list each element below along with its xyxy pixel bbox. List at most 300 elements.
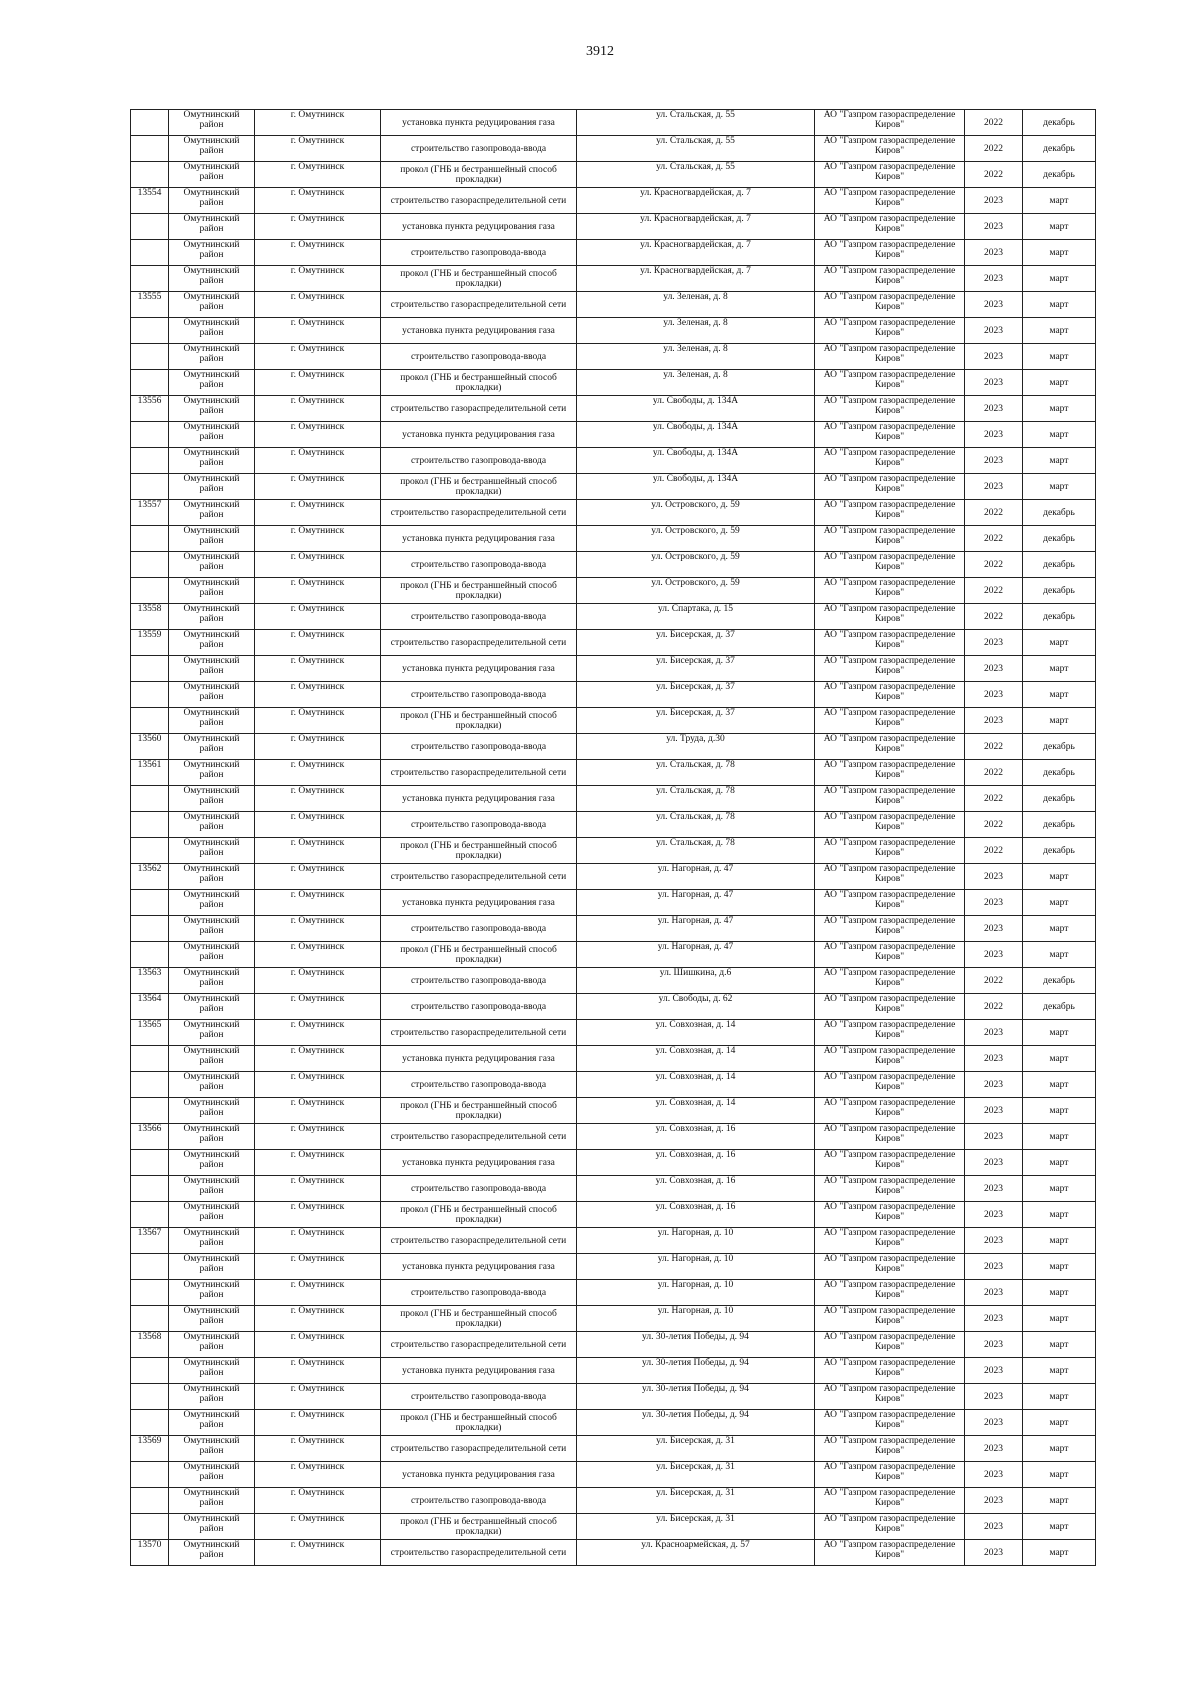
work-type-cell: прокол (ГНБ и бестраншейный способ прокладки) (381, 162, 577, 188)
organization-cell: АО "Газпром газораспределение Киров" (815, 968, 965, 994)
city-cell: г. Омутнинск (255, 1072, 381, 1098)
month-cell: март (1023, 1176, 1096, 1202)
city-cell: г. Омутнинск (255, 1462, 381, 1488)
table-row (131, 916, 1096, 942)
work-type-cell: установка пункта редуцирования газа (381, 318, 577, 344)
row-number: 13562 (131, 864, 169, 890)
city-cell: г. Омутнинск (255, 162, 381, 188)
year-cell: 2022 (965, 136, 1023, 162)
table-row (131, 682, 1096, 708)
district-cell: Омутнинский район (169, 266, 255, 292)
city-cell: г. Омутнинск (255, 1254, 381, 1280)
month-cell: март (1023, 1410, 1096, 1436)
city-cell: г. Омутнинск (255, 1150, 381, 1176)
work-type-cell: прокол (ГНБ и бестраншейный способ прокладки) (381, 578, 577, 604)
city-cell: г. Омутнинск (255, 1488, 381, 1514)
work-type-cell: прокол (ГНБ и бестраншейный способ прокладки) (381, 708, 577, 734)
organization-cell: АО "Газпром газораспределение Киров" (815, 448, 965, 474)
work-type-cell: прокол (ГНБ и бестраншейный способ прокладки) (381, 1514, 577, 1540)
year-cell: 2023 (965, 942, 1023, 968)
table-row (131, 188, 1096, 214)
address-cell: ул. Нагорная, д. 10 (577, 1228, 815, 1254)
city-cell: г. Омутнинск (255, 604, 381, 630)
address-cell: ул. Островского, д. 59 (577, 552, 815, 578)
city-cell: г. Омутнинск (255, 1540, 381, 1566)
row-number (131, 656, 169, 682)
month-cell: декабрь (1023, 500, 1096, 526)
table-row (131, 1150, 1096, 1176)
city-cell: г. Омутнинск (255, 1358, 381, 1384)
row-number (131, 110, 169, 136)
organization-cell: АО "Газпром газораспределение Киров" (815, 1540, 965, 1566)
row-number (131, 578, 169, 604)
month-cell: декабрь (1023, 812, 1096, 838)
address-cell: ул. Совхозная, д. 14 (577, 1046, 815, 1072)
year-cell: 2022 (965, 968, 1023, 994)
table-row (131, 578, 1096, 604)
address-cell: ул. Совхозная, д. 16 (577, 1150, 815, 1176)
work-type-cell: строительство газораспределительной сети (381, 1540, 577, 1566)
city-cell: г. Омутнинск (255, 1436, 381, 1462)
district-cell: Омутнинский район (169, 1098, 255, 1124)
organization-cell: АО "Газпром газораспределение Киров" (815, 942, 965, 968)
year-cell: 2022 (965, 760, 1023, 786)
organization-cell: АО "Газпром газораспределение Киров" (815, 1514, 965, 1540)
organization-cell: АО "Газпром газораспределение Киров" (815, 1098, 965, 1124)
city-cell: г. Омутнинск (255, 318, 381, 344)
work-type-cell: строительство газораспределительной сети (381, 864, 577, 890)
organization-cell: АО "Газпром газораспределение Киров" (815, 1020, 965, 1046)
city-cell: г. Омутнинск (255, 578, 381, 604)
gasification-schedule-table (130, 109, 1096, 1566)
table-row (131, 708, 1096, 734)
row-number (131, 1488, 169, 1514)
month-cell: март (1023, 344, 1096, 370)
work-type-cell: установка пункта редуцирования газа (381, 890, 577, 916)
address-cell: ул. Островского, д. 59 (577, 578, 815, 604)
year-cell: 2023 (965, 1150, 1023, 1176)
address-cell: ул. Нагорная, д. 10 (577, 1254, 815, 1280)
city-cell: г. Омутнинск (255, 370, 381, 396)
district-cell: Омутнинский район (169, 708, 255, 734)
row-number: 13556 (131, 396, 169, 422)
district-cell: Омутнинский район (169, 1462, 255, 1488)
organization-cell: АО "Газпром газораспределение Киров" (815, 292, 965, 318)
district-cell: Омутнинский район (169, 1254, 255, 1280)
organization-cell: АО "Газпром газораспределение Киров" (815, 994, 965, 1020)
month-cell: декабрь (1023, 994, 1096, 1020)
organization-cell: АО "Газпром газораспределение Киров" (815, 214, 965, 240)
organization-cell: АО "Газпром газораспределение Киров" (815, 682, 965, 708)
table-row (131, 604, 1096, 630)
year-cell: 2023 (965, 1332, 1023, 1358)
row-number: 13554 (131, 188, 169, 214)
city-cell: г. Омутнинск (255, 838, 381, 864)
row-number (131, 1072, 169, 1098)
district-cell: Омутнинский район (169, 1124, 255, 1150)
month-cell: март (1023, 240, 1096, 266)
work-type-cell: строительство газораспределительной сети (381, 1332, 577, 1358)
year-cell: 2023 (965, 448, 1023, 474)
work-type-cell: строительство газопровода-ввода (381, 344, 577, 370)
address-cell: ул. Свободы, д. 62 (577, 994, 815, 1020)
row-number (131, 162, 169, 188)
table-row (131, 1306, 1096, 1332)
year-cell: 2023 (965, 422, 1023, 448)
city-cell: г. Омутнинск (255, 1124, 381, 1150)
row-number (131, 136, 169, 162)
organization-cell: АО "Газпром газораспределение Киров" (815, 396, 965, 422)
organization-cell: АО "Газпром газораспределение Киров" (815, 708, 965, 734)
address-cell: ул. Нагорная, д. 47 (577, 864, 815, 890)
month-cell: декабрь (1023, 786, 1096, 812)
district-cell: Омутнинский район (169, 1540, 255, 1566)
city-cell: г. Омутнинск (255, 1046, 381, 1072)
district-cell: Омутнинский район (169, 162, 255, 188)
row-number (131, 214, 169, 240)
district-cell: Омутнинский район (169, 188, 255, 214)
year-cell: 2023 (965, 890, 1023, 916)
row-number (131, 1202, 169, 1228)
organization-cell: АО "Газпром газораспределение Киров" (815, 786, 965, 812)
table-row (131, 162, 1096, 188)
address-cell: ул. Бисерская, д. 31 (577, 1488, 815, 1514)
address-cell: ул. Свободы, д. 134А (577, 448, 815, 474)
year-cell: 2023 (965, 1488, 1023, 1514)
year-cell: 2023 (965, 266, 1023, 292)
work-type-cell: строительство газопровода-ввода (381, 552, 577, 578)
month-cell: декабрь (1023, 552, 1096, 578)
address-cell: ул. Нагорная, д. 10 (577, 1280, 815, 1306)
work-type-cell: строительство газопровода-ввода (381, 1384, 577, 1410)
work-type-cell: прокол (ГНБ и бестраншейный способ прокладки) (381, 838, 577, 864)
table-row (131, 1046, 1096, 1072)
district-cell: Омутнинский район (169, 1020, 255, 1046)
city-cell: г. Омутнинск (255, 1384, 381, 1410)
city-cell: г. Омутнинск (255, 396, 381, 422)
row-number (131, 344, 169, 370)
city-cell: г. Омутнинск (255, 1332, 381, 1358)
city-cell: г. Омутнинск (255, 136, 381, 162)
work-type-cell: прокол (ГНБ и бестраншейный способ прокладки) (381, 1098, 577, 1124)
district-cell: Омутнинский район (169, 786, 255, 812)
table-row (131, 1176, 1096, 1202)
organization-cell: АО "Газпром газораспределение Киров" (815, 422, 965, 448)
year-cell: 2023 (965, 1228, 1023, 1254)
year-cell: 2023 (965, 240, 1023, 266)
city-cell: г. Омутнинск (255, 448, 381, 474)
work-type-cell: строительство газопровода-ввода (381, 812, 577, 838)
row-number: 13568 (131, 1332, 169, 1358)
address-cell: ул. Бисерская, д. 31 (577, 1436, 815, 1462)
row-number (131, 786, 169, 812)
year-cell: 2023 (965, 656, 1023, 682)
month-cell: март (1023, 1150, 1096, 1176)
district-cell: Омутнинский район (169, 968, 255, 994)
city-cell: г. Омутнинск (255, 864, 381, 890)
district-cell: Омутнинский район (169, 448, 255, 474)
work-type-cell: строительство газораспределительной сети (381, 396, 577, 422)
row-number (131, 448, 169, 474)
organization-cell: АО "Газпром газораспределение Киров" (815, 760, 965, 786)
row-number (131, 708, 169, 734)
month-cell: март (1023, 474, 1096, 500)
table-row (131, 838, 1096, 864)
city-cell: г. Омутнинск (255, 1202, 381, 1228)
table-row (131, 1462, 1096, 1488)
address-cell: ул. 30-летия Победы, д. 94 (577, 1358, 815, 1384)
address-cell: ул. Нагорная, д. 47 (577, 890, 815, 916)
month-cell: март (1023, 1098, 1096, 1124)
month-cell: март (1023, 630, 1096, 656)
work-type-cell: прокол (ГНБ и бестраншейный способ прокладки) (381, 1410, 577, 1436)
month-cell: март (1023, 1462, 1096, 1488)
address-cell: ул. Нагорная, д. 10 (577, 1306, 815, 1332)
work-type-cell: прокол (ГНБ и бестраншейный способ прокладки) (381, 1202, 577, 1228)
year-cell: 2022 (965, 812, 1023, 838)
year-cell: 2023 (965, 188, 1023, 214)
city-cell: г. Омутнинск (255, 422, 381, 448)
organization-cell: АО "Газпром газораспределение Киров" (815, 1254, 965, 1280)
month-cell: март (1023, 1046, 1096, 1072)
work-type-cell: строительство газопровода-ввода (381, 604, 577, 630)
row-number (131, 1280, 169, 1306)
organization-cell: АО "Газпром газораспределение Киров" (815, 1176, 965, 1202)
address-cell: ул. Зеленая, д. 8 (577, 318, 815, 344)
organization-cell: АО "Газпром газораспределение Киров" (815, 1358, 965, 1384)
row-number (131, 682, 169, 708)
year-cell: 2023 (965, 214, 1023, 240)
table-row (131, 1384, 1096, 1410)
work-type-cell: строительство газораспределительной сети (381, 500, 577, 526)
table-row (131, 396, 1096, 422)
organization-cell: АО "Газпром газораспределение Киров" (815, 656, 965, 682)
year-cell: 2023 (965, 1020, 1023, 1046)
district-cell: Омутнинский район (169, 1436, 255, 1462)
address-cell: ул. Бисерская, д. 31 (577, 1514, 815, 1540)
month-cell: март (1023, 1280, 1096, 1306)
address-cell: ул. Зеленая, д. 8 (577, 292, 815, 318)
table-row (131, 1098, 1096, 1124)
year-cell: 2022 (965, 552, 1023, 578)
month-cell: март (1023, 318, 1096, 344)
district-cell: Омутнинский район (169, 1410, 255, 1436)
month-cell: март (1023, 682, 1096, 708)
organization-cell: АО "Газпром газораспределение Киров" (815, 1436, 965, 1462)
address-cell: ул. Красногвардейская, д. 7 (577, 240, 815, 266)
city-cell: г. Омутнинск (255, 942, 381, 968)
table-row (131, 110, 1096, 136)
table-row (131, 370, 1096, 396)
year-cell: 2023 (965, 292, 1023, 318)
month-cell: март (1023, 1072, 1096, 1098)
work-type-cell: установка пункта редуцирования газа (381, 1254, 577, 1280)
month-cell: декабрь (1023, 578, 1096, 604)
row-number: 13558 (131, 604, 169, 630)
work-type-cell: строительство газораспределительной сети (381, 1124, 577, 1150)
work-type-cell: строительство газораспределительной сети (381, 1436, 577, 1462)
address-cell: ул. Нагорная, д. 47 (577, 942, 815, 968)
address-cell: ул. Свободы, д. 134А (577, 474, 815, 500)
table-row (131, 474, 1096, 500)
city-cell: г. Омутнинск (255, 734, 381, 760)
year-cell: 2023 (965, 474, 1023, 500)
district-cell: Омутнинский район (169, 292, 255, 318)
year-cell: 2023 (965, 1098, 1023, 1124)
address-cell: ул. Красногвардейская, д. 7 (577, 188, 815, 214)
year-cell: 2023 (965, 1462, 1023, 1488)
year-cell: 2022 (965, 162, 1023, 188)
district-cell: Омутнинский район (169, 370, 255, 396)
row-number: 13565 (131, 1020, 169, 1046)
district-cell: Омутнинский район (169, 1072, 255, 1098)
month-cell: декабрь (1023, 734, 1096, 760)
table-row (131, 656, 1096, 682)
address-cell: ул. Совхозная, д. 16 (577, 1202, 815, 1228)
organization-cell: АО "Газпром газораспределение Киров" (815, 1384, 965, 1410)
work-type-cell: строительство газопровода-ввода (381, 448, 577, 474)
row-number (131, 890, 169, 916)
month-cell: март (1023, 1514, 1096, 1540)
organization-cell: АО "Газпром газораспределение Киров" (815, 110, 965, 136)
organization-cell: АО "Газпром газораспределение Киров" (815, 1150, 965, 1176)
address-cell: ул. Бисерская, д. 37 (577, 708, 815, 734)
city-cell: г. Омутнинск (255, 656, 381, 682)
district-cell: Омутнинский район (169, 1280, 255, 1306)
month-cell: март (1023, 656, 1096, 682)
city-cell: г. Омутнинск (255, 1020, 381, 1046)
row-number (131, 266, 169, 292)
table-row (131, 318, 1096, 344)
table-row (131, 526, 1096, 552)
district-cell: Омутнинский район (169, 1306, 255, 1332)
row-number (131, 1410, 169, 1436)
address-cell: ул. Спартака, д. 15 (577, 604, 815, 630)
district-cell: Омутнинский район (169, 136, 255, 162)
organization-cell: АО "Газпром газораспределение Киров" (815, 890, 965, 916)
work-type-cell: строительство газопровода-ввода (381, 1176, 577, 1202)
year-cell: 2022 (965, 786, 1023, 812)
district-cell: Омутнинский район (169, 318, 255, 344)
row-number (131, 838, 169, 864)
district-cell: Омутнинский район (169, 526, 255, 552)
address-cell: ул. Бисерская, д. 37 (577, 682, 815, 708)
year-cell: 2023 (965, 1358, 1023, 1384)
work-type-cell: строительство газопровода-ввода (381, 1280, 577, 1306)
table-row (131, 500, 1096, 526)
month-cell: декабрь (1023, 162, 1096, 188)
city-cell: г. Омутнинск (255, 708, 381, 734)
year-cell: 2023 (965, 1384, 1023, 1410)
district-cell: Омутнинский район (169, 1384, 255, 1410)
table-row (131, 1358, 1096, 1384)
address-cell: ул. Красногвардейская, д. 7 (577, 266, 815, 292)
work-type-cell: строительство газораспределительной сети (381, 292, 577, 318)
address-cell: ул. Зеленая, д. 8 (577, 370, 815, 396)
district-cell: Омутнинский район (169, 344, 255, 370)
address-cell: ул. Нагорная, д. 47 (577, 916, 815, 942)
year-cell: 2023 (965, 1436, 1023, 1462)
table-row (131, 1202, 1096, 1228)
organization-cell: АО "Газпром газораспределение Киров" (815, 1228, 965, 1254)
organization-cell: АО "Газпром газораспределение Киров" (815, 604, 965, 630)
district-cell: Омутнинский район (169, 1228, 255, 1254)
organization-cell: АО "Газпром газораспределение Киров" (815, 500, 965, 526)
table-row (131, 1280, 1096, 1306)
work-type-cell: строительство газопровода-ввода (381, 136, 577, 162)
table-row (131, 1488, 1096, 1514)
month-cell: март (1023, 214, 1096, 240)
organization-cell: АО "Газпром газораспределение Киров" (815, 240, 965, 266)
month-cell: март (1023, 370, 1096, 396)
city-cell: г. Омутнинск (255, 1306, 381, 1332)
month-cell: декабрь (1023, 604, 1096, 630)
work-type-cell: установка пункта редуцирования газа (381, 1462, 577, 1488)
district-cell: Омутнинский район (169, 838, 255, 864)
organization-cell: АО "Газпром газораспределение Киров" (815, 1124, 965, 1150)
city-cell: г. Омутнинск (255, 552, 381, 578)
city-cell: г. Омутнинск (255, 812, 381, 838)
address-cell: ул. Свободы, д. 134А (577, 396, 815, 422)
row-number: 13563 (131, 968, 169, 994)
work-type-cell: строительство газопровода-ввода (381, 1072, 577, 1098)
city-cell: г. Омутнинск (255, 890, 381, 916)
district-cell: Омутнинский район (169, 656, 255, 682)
work-type-cell: прокол (ГНБ и бестраншейный способ прокладки) (381, 942, 577, 968)
work-type-cell: строительство газопровода-ввода (381, 682, 577, 708)
organization-cell: АО "Газпром газораспределение Киров" (815, 1046, 965, 1072)
month-cell: март (1023, 1306, 1096, 1332)
row-number: 13564 (131, 994, 169, 1020)
table-row (131, 1514, 1096, 1540)
organization-cell: АО "Газпром газораспределение Киров" (815, 136, 965, 162)
district-cell: Омутнинский район (169, 422, 255, 448)
city-cell: г. Омутнинск (255, 292, 381, 318)
table-row (131, 214, 1096, 240)
work-type-cell: строительство газопровода-ввода (381, 968, 577, 994)
row-number: 13567 (131, 1228, 169, 1254)
organization-cell: АО "Газпром газораспределение Киров" (815, 474, 965, 500)
month-cell: декабрь (1023, 136, 1096, 162)
table-row (131, 448, 1096, 474)
organization-cell: АО "Газпром газораспределение Киров" (815, 630, 965, 656)
district-cell: Омутнинский район (169, 1176, 255, 1202)
work-type-cell: строительство газораспределительной сети (381, 1228, 577, 1254)
year-cell: 2023 (965, 1046, 1023, 1072)
organization-cell: АО "Газпром газораспределение Киров" (815, 1280, 965, 1306)
city-cell: г. Омутнинск (255, 786, 381, 812)
month-cell: март (1023, 1540, 1096, 1566)
table-row (131, 630, 1096, 656)
month-cell: декабрь (1023, 526, 1096, 552)
row-number: 13557 (131, 500, 169, 526)
city-cell: г. Омутнинск (255, 500, 381, 526)
address-cell: ул. Совхозная, д. 14 (577, 1072, 815, 1098)
address-cell: ул. Совхозная, д. 14 (577, 1098, 815, 1124)
row-number (131, 240, 169, 266)
table-row (131, 942, 1096, 968)
address-cell: ул. Красногвардейская, д. 7 (577, 214, 815, 240)
district-cell: Омутнинский район (169, 760, 255, 786)
row-number (131, 1150, 169, 1176)
district-cell: Омутнинский район (169, 500, 255, 526)
address-cell: ул. Зеленая, д. 8 (577, 344, 815, 370)
table-row (131, 760, 1096, 786)
city-cell: г. Омутнинск (255, 1514, 381, 1540)
organization-cell: АО "Газпром газораспределение Киров" (815, 838, 965, 864)
city-cell: г. Омутнинск (255, 526, 381, 552)
table-row (131, 422, 1096, 448)
